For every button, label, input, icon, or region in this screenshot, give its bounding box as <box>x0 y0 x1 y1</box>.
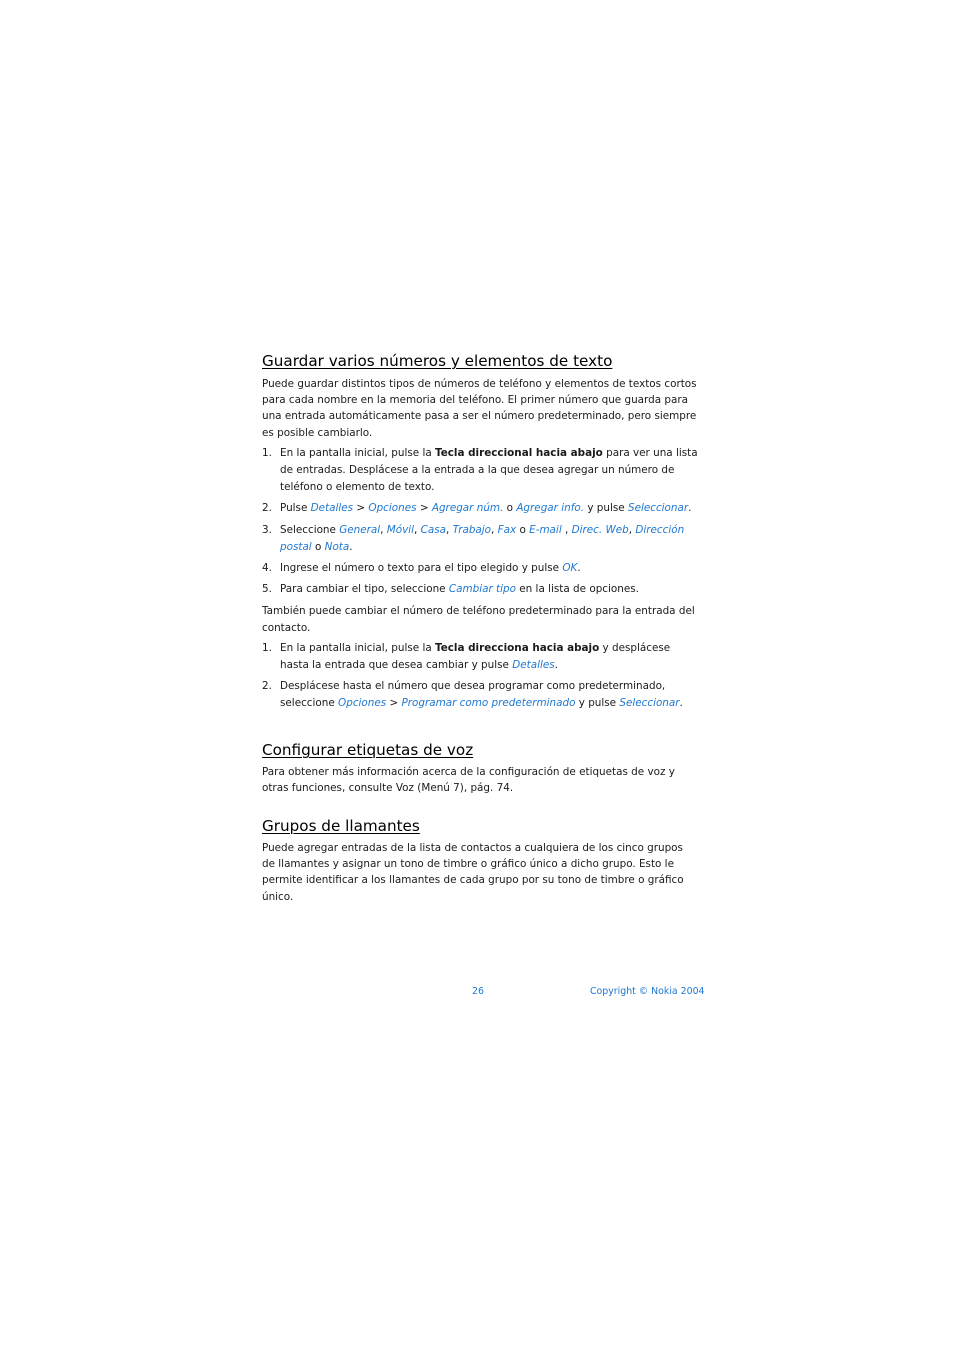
key-label: Tecla direcciona hacia abajo <box>435 641 600 654</box>
intro-paragraph: Puede guardar distintos tipos de números de teléfono y elementos de textos cortos para cada nombre en la memoria del teléfono. El primer número que guarda para una entrada automáticamente pasa a ser el número predeterminado, pero siempre es posible cambiarlo. <box>262 378 697 439</box>
list-item: 2. Desplácese hasta el número que desea programar como predeterminado, seleccione Opciones > Programar como predeterminado y pulse Seleccionar. <box>262 680 683 710</box>
section-grupos-llamantes <box>262 816 698 905</box>
section-title-configurar-etiquetas: Configurar etiquetas de voz <box>262 741 474 759</box>
steps-list-1 <box>262 445 698 599</box>
ui-term-fax: Fax <box>497 523 517 536</box>
ui-term-opciones: Opciones <box>338 697 387 710</box>
section-guardar-varios-numeros <box>262 351 698 713</box>
paragraph: Para obtener más información acerca de la configuración de etiquetas de voz y otras funciones, consulte Voz (Menú 7), pág. 74. <box>262 766 675 795</box>
list-item: 1. En la pantalla inicial, pulse la Tecla direccional hacia abajo para ver una lista de entradas. Desplácese a la entrada a la que desea agregar un número de teléfono o elemento de texto. <box>262 446 698 494</box>
list-item: 2. Pulse Detalles > Opciones > Agregar núm. o Agregar info. y pulse Seleccionar. <box>262 502 692 515</box>
ui-term-direc-web: Direc. Web <box>571 523 629 536</box>
section-title-grupos-llamantes: Grupos de llamantes <box>262 817 420 835</box>
middle-paragraph: También puede cambiar el número de teléfono predeterminado para la entrada del contacto. <box>262 605 695 634</box>
page-number: 26 <box>472 986 484 997</box>
ui-term-ok: OK <box>562 562 578 575</box>
ui-term-general: General <box>339 523 381 536</box>
list-item: 4. Ingrese el número o texto para el tipo elegido y pulse OK. <box>262 562 581 575</box>
list-item: 5. Para cambiar el tipo, seleccione Cambiar tipo en la lista de opciones. <box>262 583 639 596</box>
ui-term-email: E-mail <box>529 523 562 536</box>
ui-term-nota: Nota <box>324 540 350 553</box>
ui-term-direccion-postal: Dirección postal <box>280 523 685 553</box>
ui-term-opciones: Opciones <box>368 502 417 515</box>
ui-term-seleccionar: Seleccionar <box>627 502 689 515</box>
list-item: 3. Seleccione General, Móvil, Casa, Trabajo, Fax o E-mail , Direc. Web, Dirección postal o Nota. <box>262 523 685 553</box>
paragraph: Puede agregar entradas de la lista de contactos a cualquiera de los cinco grupos de llamantes y asignar un tono de timbre o gráfico único a dicho grupo. Esto le permite identificar a los llamantes de cada grupo por su tono de timbre o gráfico único. <box>262 842 684 903</box>
key-label: Tecla direccional hacia abajo <box>435 446 603 459</box>
copyright: Copyright © Nokia 2004 <box>590 986 705 997</box>
ui-term-cambiar-tipo: Cambiar tipo <box>448 583 516 596</box>
ui-term-agregar-num: Agregar núm. <box>431 502 504 515</box>
list-item: 1. En la pantalla inicial, pulse la Tecla direcciona hacia abajo y desplácese hasta la entrada que desea cambiar y pulse Detalles. <box>262 641 671 672</box>
section-configurar-etiquetas <box>262 740 698 796</box>
ui-term-agregar-info: Agregar info. <box>516 502 585 515</box>
ui-term-detalles: Detalles <box>310 502 354 515</box>
ui-term-detalles: Detalles <box>512 659 555 672</box>
ui-term-seleccionar: Seleccionar <box>619 697 680 710</box>
section-title-guardar-varios-numeros: Guardar varios números y elementos de texto <box>262 352 613 370</box>
ui-term-trabajo: Trabajo <box>452 523 492 536</box>
ui-term-movil: Móvil <box>386 523 415 536</box>
steps-list-2 <box>262 640 698 713</box>
ui-term-casa: Casa <box>420 523 447 536</box>
ui-term-programar-predeterminado: Programar como predeterminado <box>401 697 576 710</box>
